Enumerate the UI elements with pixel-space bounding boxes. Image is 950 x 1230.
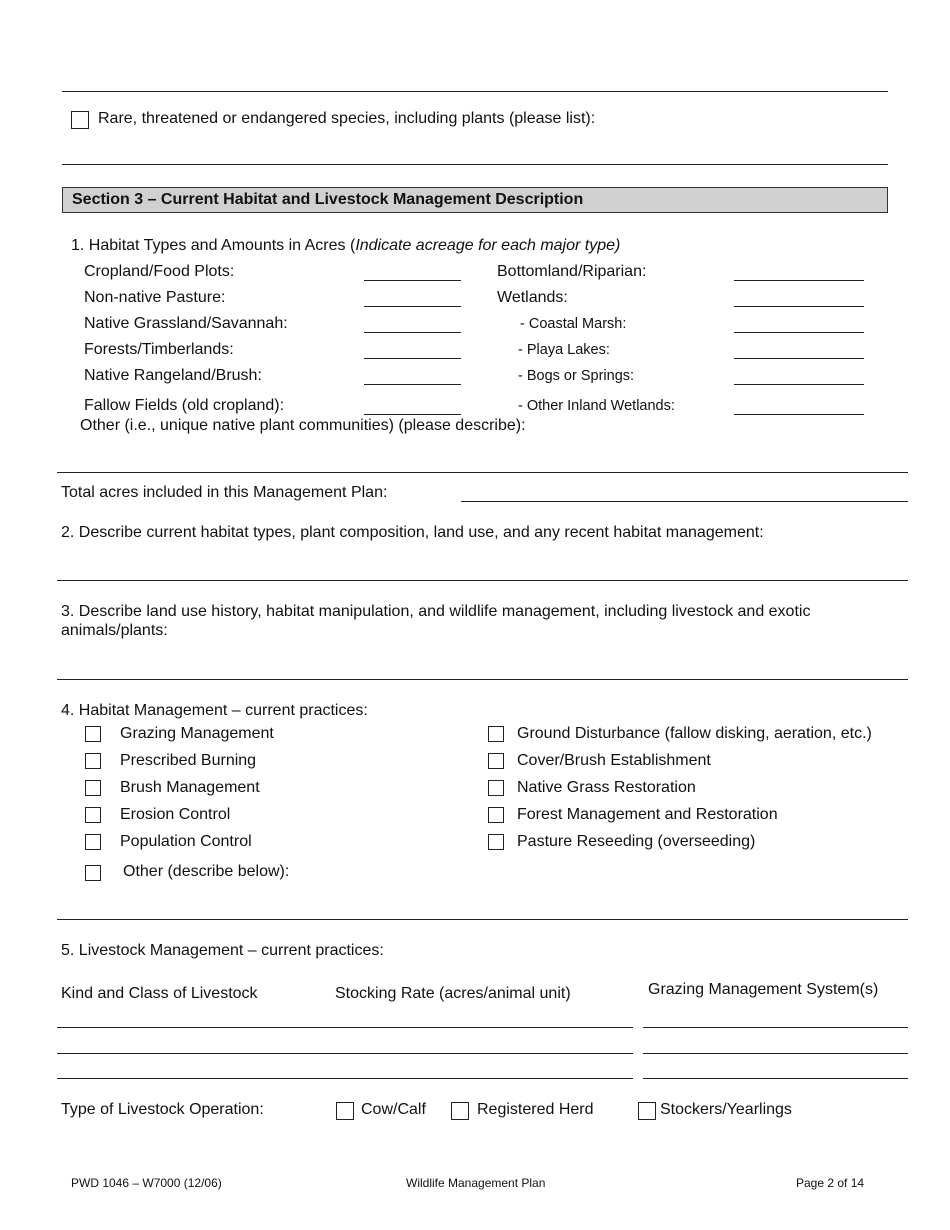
- habitat-label-wetlands: Wetlands:: [497, 289, 568, 306]
- q1-heading: [71, 237, 620, 255]
- q5-col-grazing-system: Grazing Management System(s): [648, 981, 879, 998]
- checkbox-cover-brush-establishment[interactable]: [488, 753, 504, 769]
- habitat-other-label: Other (i.e., unique native plant communities) (please describe):: [80, 417, 526, 434]
- livestock-row-2-left[interactable]: [57, 1053, 633, 1054]
- option-registered-herd: Registered Herd: [477, 1101, 594, 1118]
- acreage-field-bogs-springs[interactable]: [734, 384, 864, 385]
- acreage-field-nonnative-pasture[interactable]: [364, 306, 461, 307]
- rare-species-rule: [62, 164, 888, 165]
- habitat-label-nonnative-pasture: Non-native Pasture:: [84, 289, 226, 306]
- habitat-label-forests: Forests/Timberlands:: [84, 341, 234, 358]
- acreage-field-forests[interactable]: [364, 358, 461, 359]
- option-stockers-yearlings: Stockers/Yearlings: [660, 1101, 792, 1118]
- habitat-label-fallow: Fallow Fields (old cropland):: [84, 397, 285, 414]
- top-rule: [62, 91, 888, 92]
- option-other: Other (describe below):: [123, 863, 290, 880]
- footer-title: Wildlife Management Plan: [406, 1176, 546, 1190]
- q5-heading: 5. Livestock Management – current practices:: [61, 942, 384, 959]
- checkbox-other[interactable]: [85, 865, 101, 881]
- footer-form-id: PWD 1046 – W7000 (12/06): [71, 1176, 222, 1190]
- option-pasture-reseeding: Pasture Reseeding (overseeding): [517, 833, 756, 850]
- q5-col-stocking-rate: Stocking Rate (acres/animal unit): [335, 985, 571, 1002]
- q1-heading-text: 1. Habitat Types and Amounts in Acres (: [71, 237, 356, 254]
- checkbox-cow-calf[interactable]: [336, 1102, 354, 1120]
- habitat-label-playa-lakes: - Playa Lakes:: [518, 342, 610, 358]
- checkbox-registered-herd[interactable]: [451, 1102, 469, 1120]
- option-population-control: Population Control: [120, 833, 252, 850]
- option-cover-brush-establishment: Cover/Brush Establishment: [517, 752, 711, 769]
- livestock-operation-label: Type of Livestock Operation:: [61, 1101, 264, 1118]
- acreage-field-coastal-marsh[interactable]: [734, 332, 864, 333]
- footer-page-number: Page 2 of 14: [796, 1176, 865, 1190]
- acreage-field-native-grassland[interactable]: [364, 332, 461, 333]
- habitat-label-bottomland: Bottomland/Riparian:: [497, 263, 647, 280]
- habitat-label-native-grassland: Native Grassland/Savannah:: [84, 315, 288, 332]
- option-ground-disturbance: Ground Disturbance (fallow disking, aeration, etc.): [517, 725, 872, 742]
- option-forest-management: Forest Management and Restoration: [517, 806, 778, 823]
- habitat-label-cropland: Cropland/Food Plots:: [84, 263, 235, 280]
- total-acres-label: Total acres included in this Management Plan:: [61, 484, 388, 501]
- habitat-other-rule: [57, 472, 908, 473]
- q3-label-line1: 3. Describe land use history, habitat manipulation, and wildlife management, including livestock and exotic: [61, 603, 811, 620]
- rare-species-checkbox[interactable]: [71, 111, 89, 129]
- q1-heading-italic: Indicate acreage for each major type): [355, 237, 621, 254]
- acreage-field-playa-lakes[interactable]: [734, 358, 864, 359]
- habitat-label-rangeland: Native Rangeland/Brush:: [84, 367, 262, 384]
- habitat-label-coastal-marsh: - Coastal Marsh:: [520, 316, 627, 332]
- acreage-field-wetlands[interactable]: [734, 306, 864, 307]
- checkbox-native-grass-restoration[interactable]: [488, 780, 504, 796]
- livestock-row-1-right[interactable]: [643, 1027, 908, 1028]
- acreage-field-other-inland-wetlands[interactable]: [734, 414, 864, 415]
- acreage-field-fallow[interactable]: [364, 414, 461, 415]
- section-3-header: [62, 187, 888, 213]
- q4-rule: [57, 919, 908, 920]
- option-grazing-management: Grazing Management: [120, 725, 274, 742]
- checkbox-brush-management[interactable]: [85, 780, 101, 796]
- livestock-row-3-left[interactable]: [57, 1078, 633, 1079]
- livestock-row-2-right[interactable]: [643, 1053, 908, 1054]
- q3-label-line2: animals/plants:: [61, 622, 168, 639]
- checkbox-prescribed-burning[interactable]: [85, 753, 101, 769]
- checkbox-population-control[interactable]: [85, 834, 101, 850]
- option-cow-calf: Cow/Calf: [361, 1101, 426, 1118]
- habitat-label-bogs-springs: - Bogs or Springs:: [518, 368, 635, 384]
- option-erosion-control: Erosion Control: [120, 806, 231, 823]
- q2-label: 2. Describe current habitat types, plant composition, land use, and any recent habitat management:: [61, 524, 764, 541]
- livestock-row-1-left[interactable]: [57, 1027, 633, 1028]
- acreage-field-rangeland[interactable]: [364, 384, 461, 385]
- rare-species-label: Rare, threatened or endangered species, including plants (please list):: [98, 110, 596, 127]
- checkbox-pasture-reseeding[interactable]: [488, 834, 504, 850]
- q2-rule: [57, 580, 908, 581]
- total-acres-field[interactable]: [461, 501, 908, 502]
- option-native-grass-restoration: Native Grass Restoration: [517, 779, 696, 796]
- checkbox-ground-disturbance[interactable]: [488, 726, 504, 742]
- acreage-field-bottomland[interactable]: [734, 280, 864, 281]
- checkbox-grazing-management[interactable]: [85, 726, 101, 742]
- livestock-row-3-right[interactable]: [643, 1078, 908, 1079]
- checkbox-forest-management[interactable]: [488, 807, 504, 823]
- option-brush-management: Brush Management: [120, 779, 260, 796]
- checkbox-erosion-control[interactable]: [85, 807, 101, 823]
- acreage-field-cropland[interactable]: [364, 280, 461, 281]
- q5-col-kind-class: Kind and Class of Livestock: [61, 985, 258, 1002]
- q3-rule: [57, 679, 908, 680]
- option-prescribed-burning: Prescribed Burning: [120, 752, 257, 769]
- checkbox-stockers-yearlings[interactable]: [638, 1102, 656, 1120]
- habitat-label-other-inland-wetlands: - Other Inland Wetlands:: [518, 398, 675, 414]
- section-3-title: Section 3 – Current Habitat and Livestock Management Description: [72, 191, 584, 208]
- q4-heading: 4. Habitat Management – current practices:: [61, 702, 368, 719]
